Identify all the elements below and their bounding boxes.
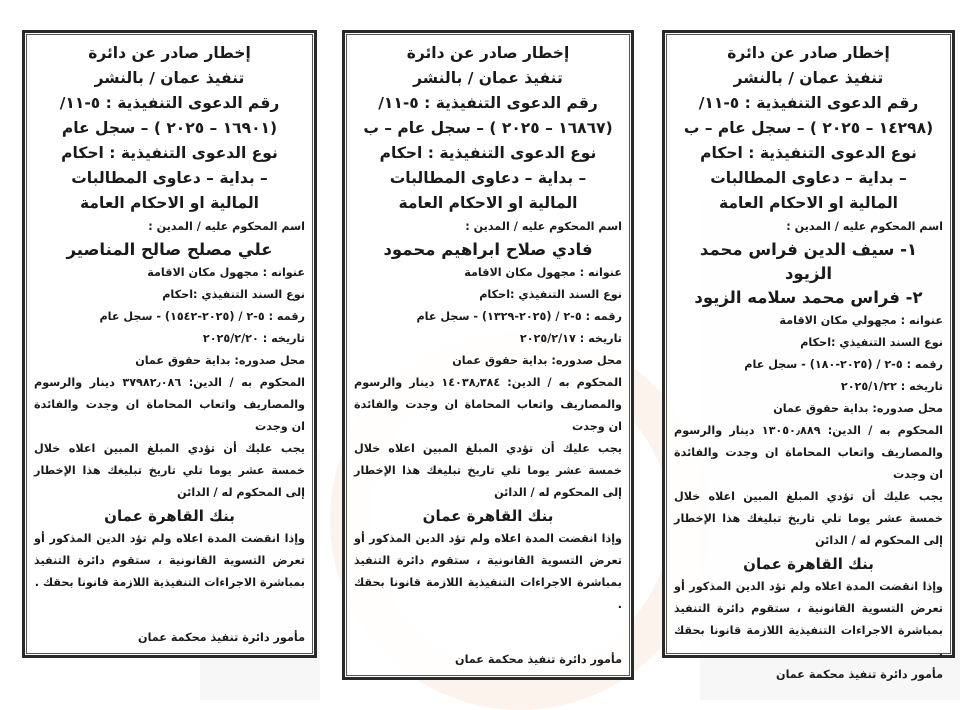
signature: مأمور دائرة تنفيذ محكمة عمان bbox=[455, 653, 622, 666]
payment-demand: يجب عليك أن تؤدي المبلغ المبين اعلاه خلال خمسة عشر يوما تلي تاريخ تبليغك هذا الإخطار إلى المحكوم له / الدائن bbox=[354, 442, 622, 499]
payment-demand: يجب عليك أن تؤدي المبلغ المبين اعلاه خلال خمسة عشر يوما تلي تاريخ تبليغك هذا الإخطار إلى المحكوم له / الدائن bbox=[674, 490, 943, 547]
notice-title-line: نوع الدعوى التنفيذية : احكام bbox=[379, 144, 597, 162]
issued-by: محل صدوره: بداية حقوق عمان bbox=[452, 354, 622, 367]
debtor-name: فادي صلاح ابراهيم محمود bbox=[383, 240, 593, 259]
warning-text: وإذا انقضت المدة اعلاه ولم تؤد الدين المذكور أو تعرض التسوية القانونية ، ستقوم دائرة التنفيذ بمباشرة الاجراءات التنفيذية اللازمة قانونا بحقك . bbox=[674, 580, 943, 659]
creditor-name: بنك القاهرة عمان bbox=[422, 507, 554, 525]
debtor-name: علي مصلح صالح المناصير bbox=[66, 240, 273, 259]
notice-title-line: (١٦٩٠١ – ٢٠٢٥ ) – سجل عام bbox=[61, 119, 278, 137]
notice-title-line: (١٦٨٦٧ – ٢٠٢٥ ) – سجل عام – ب bbox=[363, 119, 613, 137]
deed-number: رقمه : ٥-٢ / (٢٠٢٥-١٥٤٢) - سجل عام bbox=[99, 310, 305, 323]
notice-title-line: تنفيذ عمان / بالنشر bbox=[733, 69, 884, 87]
debtor-label: اسم المحكوم عليه / المدين : bbox=[465, 220, 622, 233]
deed-type: نوع السند التنفيذي :احكام bbox=[162, 288, 305, 301]
deed-date: تاريخه : ٢٠٢٥/١/٢٢ bbox=[840, 380, 943, 393]
creditor-name: بنك القاهرة عمان bbox=[104, 507, 235, 525]
notice-title-line: المالية او الاحكام العامة bbox=[80, 194, 259, 212]
notice-title-line: المالية او الاحكام العامة bbox=[398, 194, 578, 212]
notice-title-line: نوع الدعوى التنفيذية : احكام bbox=[700, 144, 917, 162]
debtor-address: عنوانه : مجهولي مكان الاقامة bbox=[779, 314, 943, 327]
payment-demand: يجب عليك أن تؤدي المبلغ المبين اعلاه خلال خمسة عشر يوما تلي تاريخ تبليغك هذا الإخطار إلى المحكوم له / الدائن bbox=[34, 442, 305, 499]
debtor-address: عنوانه : مجهول مكان الاقامة bbox=[464, 266, 622, 279]
notice-title-line: – بداية – دعاوى المطالبات bbox=[710, 169, 907, 187]
deed-number: رقمه : ٥-٢ / (٢٠٢٥-١٨٠) - سجل عام bbox=[744, 358, 943, 371]
notice-1 bbox=[662, 30, 955, 681]
debtor-label: اسم المحكوم عليه / المدين : bbox=[786, 220, 943, 233]
notice-title-line: نوع الدعوى التنفيذية : احكام bbox=[61, 144, 278, 162]
notice-title-line: تنفيذ عمان / بالنشر bbox=[94, 69, 245, 87]
deed-date: تاريخه : ٢٠٢٥/٢/٢٠ bbox=[202, 332, 305, 345]
creditor-name: بنك القاهرة عمان bbox=[743, 555, 874, 573]
warning-text: وإذا انقضت المدة اعلاه ولم تؤد الدين المذكور أو تعرض التسوية القانونية ، ستقوم دائرة التنفيذ بمباشرة الاجراءات التنفيذية اللازمة قانونا بحقك . bbox=[34, 532, 305, 589]
notice-title-line: رقم الدعوى التنفيذية : ٥-١١/ bbox=[378, 94, 598, 112]
judgment-amount: المحكوم به / الدين: ٣٧٩٨٢٫٠٨٦ دينار والرسوم والمصاريف واتعاب المحاماة ان وجدت والفائدة ان وجدت bbox=[34, 376, 305, 433]
debtor-address: عنوانه : مجهول مكان الاقامة bbox=[147, 266, 305, 279]
notice-title-line: – بداية – دعاوى المطالبات bbox=[389, 169, 587, 187]
warning-text: وإذا انقضت المدة اعلاه ولم تؤد الدين المذكور أو تعرض التسوية القانونية ، ستقوم دائرة التنفيذ بمباشرة الاجراءات التنفيذية اللازمة قانونا بحقك . bbox=[354, 532, 622, 611]
deed-date: تاريخه : ٢٠٢٥/٢/١٧ bbox=[519, 332, 622, 345]
notice-title-line: – بداية – دعاوى المطالبات bbox=[71, 169, 268, 187]
signature: مأمور دائرة تنفيذ محكمة عمان bbox=[138, 631, 305, 644]
debtor-label: اسم المحكوم عليه / المدين : bbox=[148, 220, 305, 233]
notice-title-line: (١٤٢٩٨ – ٢٠٢٥ ) – سجل عام – ب bbox=[683, 119, 934, 137]
notice-title-line: إخطار صادر عن دائرة bbox=[727, 44, 890, 62]
deed-type: نوع السند التنفيذي :احكام bbox=[479, 288, 622, 301]
notice-title-line: تنفيذ عمان / بالنشر bbox=[413, 69, 563, 87]
debtor-name: ١- سيف الدين فراس محمد الزيود bbox=[699, 240, 918, 283]
debtor-name: ٢- فراس محمد سلامه الزيود bbox=[694, 288, 923, 307]
signature: مأمور دائرة تنفيذ محكمة عمان bbox=[776, 668, 943, 681]
notice-title-line: إخطار صادر عن دائرة bbox=[88, 44, 251, 62]
notice-title-line: رقم الدعوى التنفيذية : ٥-١١/ bbox=[59, 94, 280, 112]
notice-title-line: المالية او الاحكام العامة bbox=[719, 194, 898, 212]
issued-by: محل صدوره: بداية حقوق عمان bbox=[773, 402, 943, 415]
deed-number: رقمه : ٥-٢ / (٢٠٢٥-١٣٢٩) - سجل عام bbox=[416, 310, 622, 323]
issued-by: محل صدوره: بداية حقوق عمان bbox=[135, 354, 305, 367]
judgment-amount: المحكوم به / الدين: ١٤٠٣٨٫٣٨٤ دينار والرسوم والمصاريف واتعاب المحاماة ان وجدت والفائدة ان وجدت bbox=[354, 376, 622, 433]
notice-3 bbox=[22, 30, 317, 658]
notice-title-line: رقم الدعوى التنفيذية : ٥-١١/ bbox=[698, 94, 919, 112]
notice-2 bbox=[342, 30, 634, 680]
deed-type: نوع السند التنفيذي :احكام bbox=[800, 336, 943, 349]
judgment-amount: المحكوم به / الدين: ١٣٠٥٠٫٨٨٩ دينار والرسوم والمصاريف واتعاب المحاماة ان وجدت والفائدة ان وجدت bbox=[674, 424, 943, 481]
notice-title-line: إخطار صادر عن دائرة bbox=[406, 44, 570, 62]
